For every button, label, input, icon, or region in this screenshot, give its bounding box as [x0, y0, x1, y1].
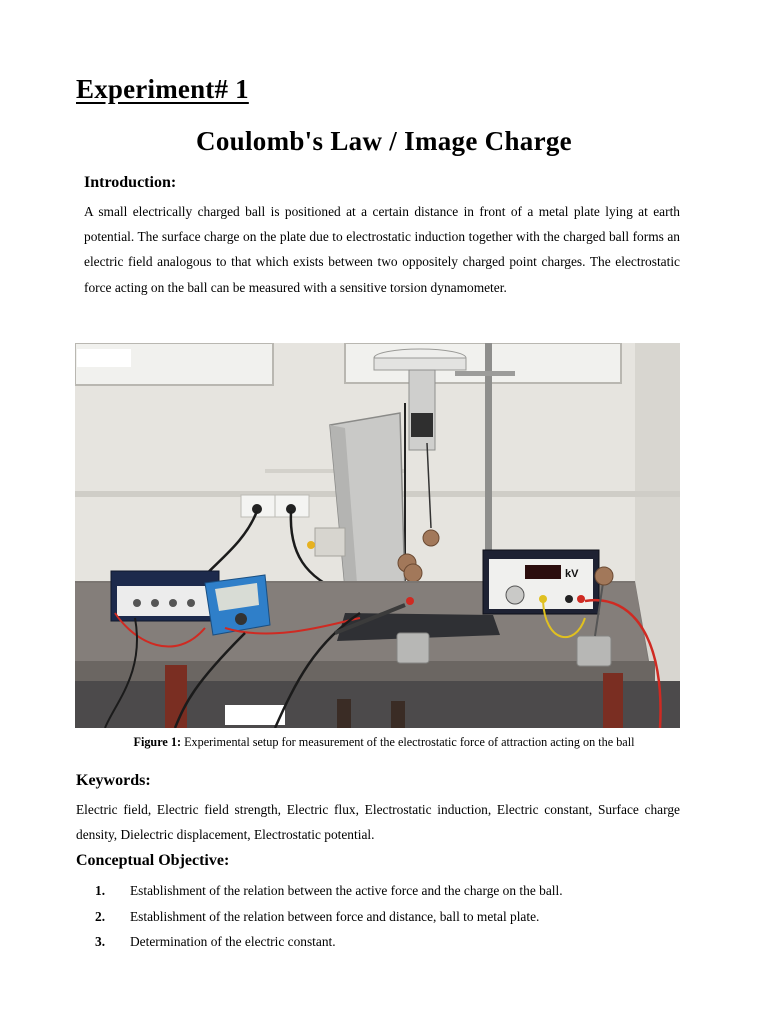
page-title: Coulomb's Law / Image Charge [196, 126, 572, 156]
objective-list [76, 878, 680, 955]
list-item [76, 904, 680, 930]
introduction-heading: Introduction: [84, 174, 177, 191]
list-item-text: Establishment of the relation between the active force and the charge on the ball. [130, 883, 563, 898]
figure-caption [0, 735, 768, 750]
figure-caption-label: Figure 1: [133, 735, 182, 749]
list-item-number: 3. [95, 934, 106, 949]
list-item-number: 1. [95, 883, 106, 898]
keywords-heading: Keywords: [76, 772, 151, 789]
list-item [76, 878, 680, 904]
keywords-text: Electric field, Electric field strength, Electric flux, Electrostatic induction, Electric constant, Surface charge density, Dielectric displacement, Electrostatic potential. [76, 802, 680, 842]
list-item-number: 2. [95, 908, 106, 924]
introduction-text: A small electrically charged ball is positioned at a certain distance in front of a metal plate lying at earth potential. The surface charge on the plate due to electrostatic induction together with the charged ball forms an electric field analogous to that which exists between two oppositely charged point charges. The electrostatic force acting on the ball can be measured with a sensitive torsion dynamometer. [84, 204, 680, 295]
list-item [76, 929, 680, 955]
figure-caption-text: Experimental setup for measurement of the electrostatic force of attraction acting on the ball [181, 735, 635, 749]
experiment-photo [75, 343, 680, 728]
list-item-text: Establishment of the relation between force and distance, ball to metal plate. [130, 908, 540, 924]
list-item-text: Determination of the electric constant. [130, 934, 336, 949]
objective-heading: Conceptual Objective: [76, 852, 230, 869]
hv-unit-label: kV [565, 568, 579, 580]
experiment-heading: Experiment# 1 [76, 74, 249, 104]
